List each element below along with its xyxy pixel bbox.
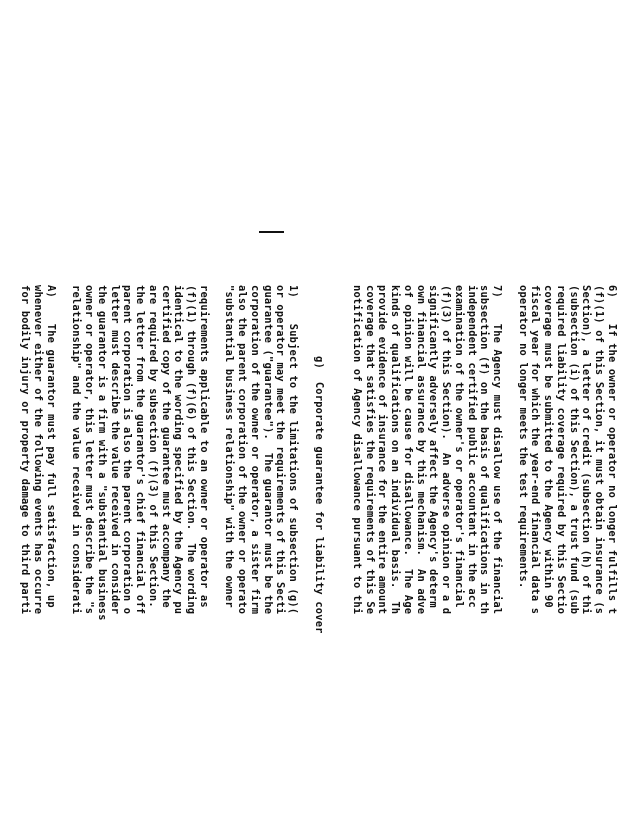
document-line: (f)(1) through (f)(6) of this Section. The wording [185,285,198,615]
document-line: independent certified public accountant in the acc [465,285,478,608]
document-line: Section), a letter of credit (subsection (h) of thi [580,285,593,615]
document-line: or operator may meet the requirements of this Secti [274,285,287,615]
document-line: (f)(1) of this Section, it must obtain insurance (s [593,285,606,615]
document-line [57,285,70,825]
document-line: "substantial business relationship" with the owner [223,285,236,608]
document-line: provide evidence of insurance for the entire amount [376,285,389,615]
document-line: required liability coverage required by this Sectio [555,285,567,615]
document-line: 1) Subject to the limitations of subsection (g)( [287,285,300,615]
document-line: A) The guarantor must pay full satisfaction, up [45,285,57,608]
document-line: kinds of qualifications on an individual basis. Th [389,285,402,615]
document-line [299,285,312,825]
document-line: notification of Agency disallowance pursuant to thi [351,285,363,615]
document-line: guarantee ("guarantee"). The guarantor must be the [261,285,274,615]
document-line: 6) If the owner or operator no longer fulfills t [606,285,618,615]
document-line: identical to the wording specified by the Agency pu [172,285,185,615]
document-line: (f)(3) of this Section). An adverse opinion or a d [440,285,453,615]
document-line: requirements applicable to an owner or operator as [198,285,210,608]
document-line: the guarantor is a firm with a "substantial business [96,285,108,621]
document-line: for bodily injury or property damage to third parti [19,285,32,615]
rotated-text-region [19,285,618,825]
document-line [325,285,338,825]
document-line: g) Corporate guarantee for liability cover [312,285,325,634]
document-line: examination of the owner's or operator's financial [453,285,465,608]
document-line: whenever either of the following events has occurre [32,285,45,615]
document-line: of opinion will be cause for disallowance. The Age [402,285,414,615]
document-line: are required by subsection (f)(3) of this Section. [147,285,159,608]
document-line: also the parent corporation of the owner or operato [236,285,249,615]
document-line: coverage must be submitted to the Agency within 90 [542,285,555,608]
document-line [503,285,516,825]
document-line: own financial assurance by this mechanism. An adve [414,285,427,615]
document-line: subsection (f) on the basis of qualifications in th [478,285,491,615]
document-line: operator no longer meets the test requirements. [516,285,529,589]
document-line: certified copy of the guarantee must accompany the [159,285,172,608]
document-line: 7) The Agency must disallow use of the financial [491,285,504,615]
document-line: fiscal year for which the year-end financial data s [529,285,542,615]
document-line: the letter from the guarantor's chief financial off [134,285,147,615]
document-line [210,285,223,825]
document-line: letter must describe the value received in consider [108,285,121,615]
horizontal-rule [259,231,284,233]
document-body-text [19,285,618,825]
document-line [338,285,351,825]
document-line: coverage that satisfies the requirements of this Se [363,285,376,615]
document-line: owner or operator, this letter must describe the "s [83,285,96,615]
document-line: parent corporation is also the parent corporation o [121,285,134,615]
document-line: corporation of the owner or operator, a sister firm [249,285,261,615]
document-line: significantly adversely affect the Agency's determ [427,285,440,608]
document-line: (subsection (i) of this Section), a trust fund (sub [567,285,580,615]
document-line: relationship" and the value received in considerati [70,285,83,615]
